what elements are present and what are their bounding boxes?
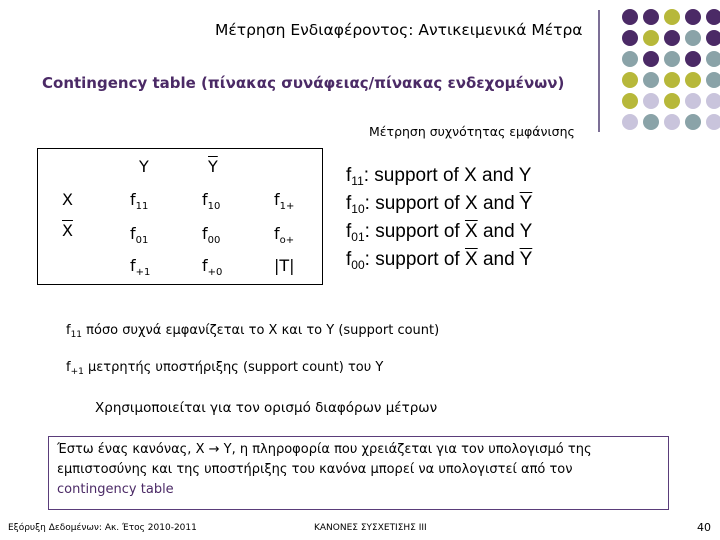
dot	[643, 30, 659, 46]
cell-fo-plus: $f_{o+}$	[274, 224, 295, 246]
cell-f00: $f_{00}$	[202, 224, 221, 246]
cell-total: |T|	[274, 256, 295, 275]
dot	[664, 114, 680, 130]
cell-f01: $f_{01}$	[130, 224, 149, 246]
rule-line-2: εμπιστοσύνης και της υποστήριξης του κανόνα μπορεί να υπολογιστεί από τον	[57, 462, 573, 477]
dot	[622, 114, 638, 130]
dot	[685, 30, 701, 46]
rule-line-3: contingency table	[57, 482, 174, 497]
footer-course: Εξόρυξη Δεδομένων: Ακ. Έτος 2010-2011	[8, 523, 197, 533]
header-y-bar: $\overline{Y}$	[208, 157, 218, 176]
dot	[685, 51, 701, 67]
cell-f11: $f_{11}$	[130, 190, 149, 212]
page-number: 40	[697, 521, 711, 534]
dot	[664, 51, 680, 67]
dot	[685, 93, 701, 109]
dot	[664, 30, 680, 46]
dot	[685, 72, 701, 88]
title-divider	[598, 10, 600, 132]
contingency-table	[37, 148, 323, 285]
frequency-label: Μέτρηση συχνότητας εμφάνισης	[369, 124, 575, 139]
uses-text: Χρησιμοποιείται για τον ορισμό διαφόρων μέτρων	[95, 400, 438, 416]
support-line-f00: $f_{00}$: support of $\overline{X}$ and $\overline{Y}$	[346, 249, 533, 272]
dot	[643, 114, 659, 130]
support-line-f10: $f_{10}$: support of X and $\overline{Y}$	[346, 193, 533, 216]
dot	[622, 93, 638, 109]
dot	[622, 72, 638, 88]
dot	[664, 93, 680, 109]
cell-fplus0: $f_{+0}$	[202, 256, 223, 278]
dot	[664, 9, 680, 25]
dot	[706, 114, 720, 130]
row-x: X	[62, 190, 73, 209]
dot	[706, 9, 720, 25]
dot	[706, 30, 720, 46]
cell-fplus1: $f_{+1}$	[130, 256, 151, 278]
header-y: Y	[139, 157, 149, 176]
dot	[643, 9, 659, 25]
dot	[622, 9, 638, 25]
note-fplus1: $f_{+1}$ μετρητής υποστήριξης (support count) του Y	[66, 360, 384, 377]
row-x-bar: $\overline{X}$	[62, 221, 73, 240]
cell-f10: $f_{10}$	[202, 190, 221, 212]
note-f11: $f_{11}$ πόσο συχνά εμφανίζεται το X και το Y (support count)	[66, 323, 440, 340]
dot	[664, 72, 680, 88]
dot	[643, 93, 659, 109]
rule-info-box	[48, 436, 669, 510]
support-line-f01: $f_{01}$: support of $\overline{X}$ and Y	[346, 221, 533, 244]
cell-f1plus: $f_{1+}$	[274, 190, 295, 212]
rule-line-1: Έστω ένας κανόνας, X → Y, η πληροφορία που χρειάζεται για τον υπολογισμό της	[57, 442, 592, 457]
dot	[685, 9, 701, 25]
dot	[643, 51, 659, 67]
dot	[643, 72, 659, 88]
dot	[706, 72, 720, 88]
dot	[706, 51, 720, 67]
dot	[622, 30, 638, 46]
slide-title: Μέτρηση Ενδιαφέροντος: Αντικειμενικά Μέτρα	[215, 21, 583, 39]
dot	[622, 51, 638, 67]
decorative-dot-grid	[617, 9, 717, 133]
dot	[706, 93, 720, 109]
slide-subtitle: Contingency table (πίνακας συνάφειας/πίνακας ενδεχομένων)	[42, 74, 565, 92]
support-line-f11: $f_{11}$: support of X and Y	[346, 165, 532, 188]
footer-section: ΚΑΝΟΝΕΣ ΣΥΣΧΕΤΙΣΗΣ ΙΙΙ	[314, 523, 427, 533]
dot	[685, 114, 701, 130]
